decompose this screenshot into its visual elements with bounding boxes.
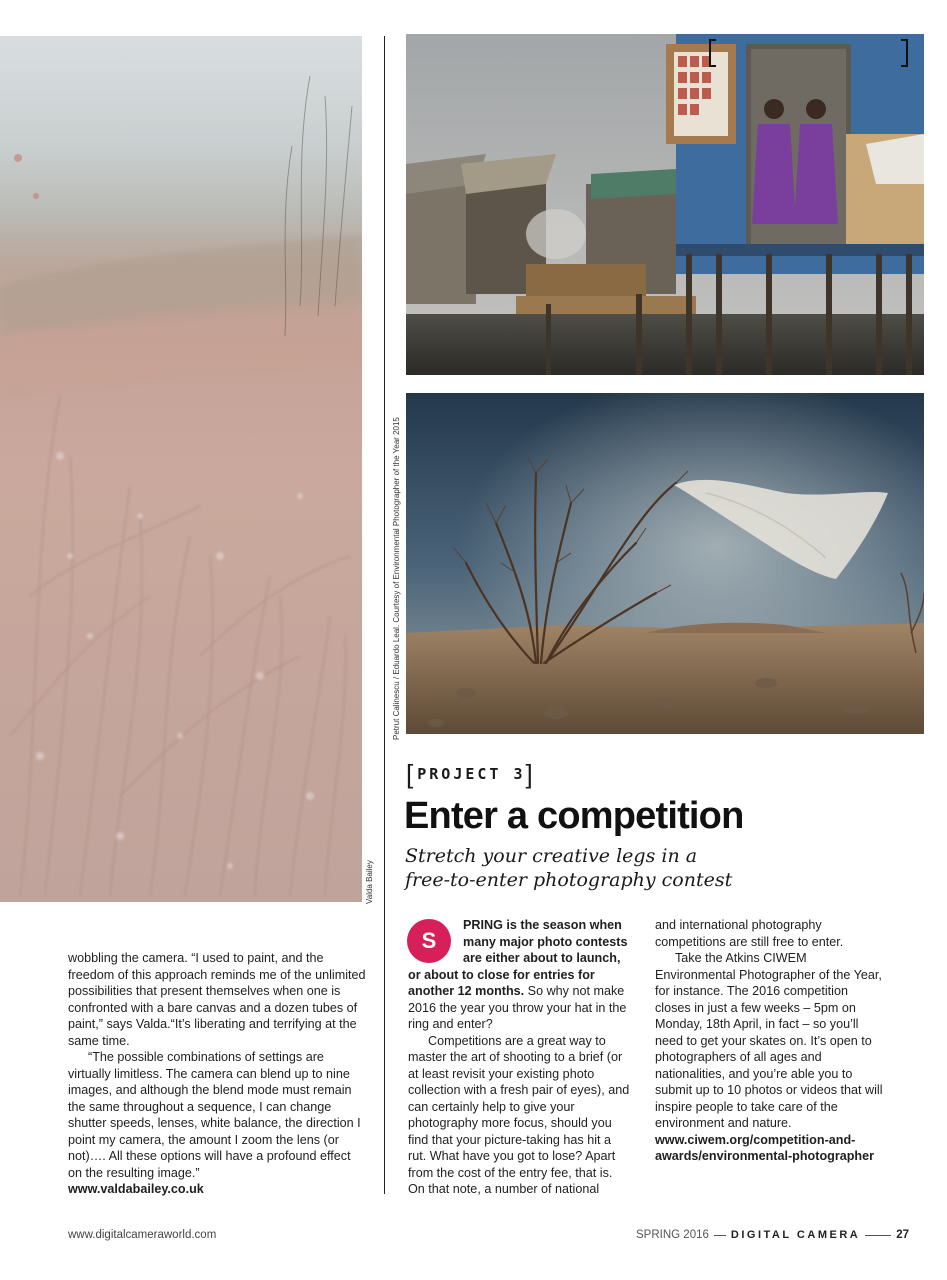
footer-url[interactable]: www.digitalcameraworld.com: [68, 1229, 217, 1241]
mid-para-1: [408, 917, 632, 1033]
valdabailey-link[interactable]: www.valdabailey.co.uk: [68, 1182, 204, 1196]
left-photo-credit: Valda Bailey: [365, 860, 374, 904]
footer-page-number: 27: [896, 1229, 909, 1241]
lead-bold-text: PRING is the season when many major photo contests are either about to launch, or about to close for entries for another 12 months.: [408, 918, 628, 998]
lead-rest-text: So why not make 2016 the year you throw your hat in the ring and enter?: [408, 984, 627, 1031]
left-photo-misty-grass: [0, 36, 362, 902]
grass-texture: [0, 36, 362, 902]
footer-rule-short: [714, 1235, 726, 1236]
footer-folio: [636, 1229, 909, 1241]
footer-season: SPRING 2016: [636, 1229, 709, 1241]
right-para-2: Take the Atkins CIWEM Environmental Photographer of the Year, for instance. The 2016 competition closes in just a few weeks – 5pm on Monday, 18th April, in fact – so you’ll need to get your skates on. It’s open to photographers of all ages and nationalities, and you’re able you to submit up to 10 photos or videos that will inspire people to take care of the environment and nature.: [655, 951, 883, 1130]
left-para-2: “The possible combinations of settings are virtually limitless. The camera can blend up to nine images, and although the blend mode must remain the same throughout a sequence, I can change shutter speeds, lenses, white balance, the direction I point my camera, the amount I zoom the lens (or not)…. All these options will have a profound effect on the resulting image.”: [68, 1050, 361, 1180]
thorn-bush-illustration: [406, 393, 924, 734]
ciwem-link[interactable]: www.ciwem.org/competition-and-awards/environmental-photographer: [655, 1132, 875, 1163]
mid-para-2: Competitions are a great way to master the art of shooting to a brief (or at least revisit your existing photo collection with a fresh pair of eyes), and can certainly help to give your photography more focus, should you find that your picture-taking has hit a rut. What have you got to lose? Apart from the cost of the entry fee, that is. On that note, a number of national: [408, 1033, 630, 1196]
right-column: [655, 917, 887, 1165]
project-label: [406, 761, 533, 787]
bracket-close: ]: [525, 759, 533, 789]
right-para-1: and international photography competitions are still free to enter.: [655, 918, 844, 949]
photo-stilt-houses: [406, 34, 924, 375]
stilt-houses-illustration: [406, 34, 924, 375]
column-divider-vertical: [384, 36, 385, 1194]
project-label-text: PROJECT 3: [417, 765, 526, 783]
standfirst-line-1: Stretch your creative legs in a: [405, 845, 698, 867]
left-para-1: wobbling the camera. “I used to paint, and the freedom of this approach reminds me of the unlimited possibilities that present themselves when one is confronted with a bare canvas and a dozen tubes of paint,” says Valda.“It’s liberating and terrifying at the same time.: [68, 951, 366, 1048]
bracket-open: [: [406, 759, 414, 789]
left-column: [68, 950, 368, 1198]
headline: Enter a competition: [404, 795, 744, 837]
right-photos-credit: Petrut Calinescu / Eduardo Leal. Courtesy of Environmental Photographer of the Year 2015: [392, 417, 401, 740]
dropcap: S: [407, 919, 451, 963]
middle-column: [408, 917, 632, 1198]
footer-magazine-name: DIGITAL CAMERA: [730, 1229, 861, 1241]
standfirst-line-2: free-to-enter photography contest: [405, 869, 733, 891]
photo-thorn-bush-plastic-bag: [406, 393, 924, 734]
footer-rule-long: [865, 1235, 891, 1236]
standfirst: [405, 844, 765, 892]
